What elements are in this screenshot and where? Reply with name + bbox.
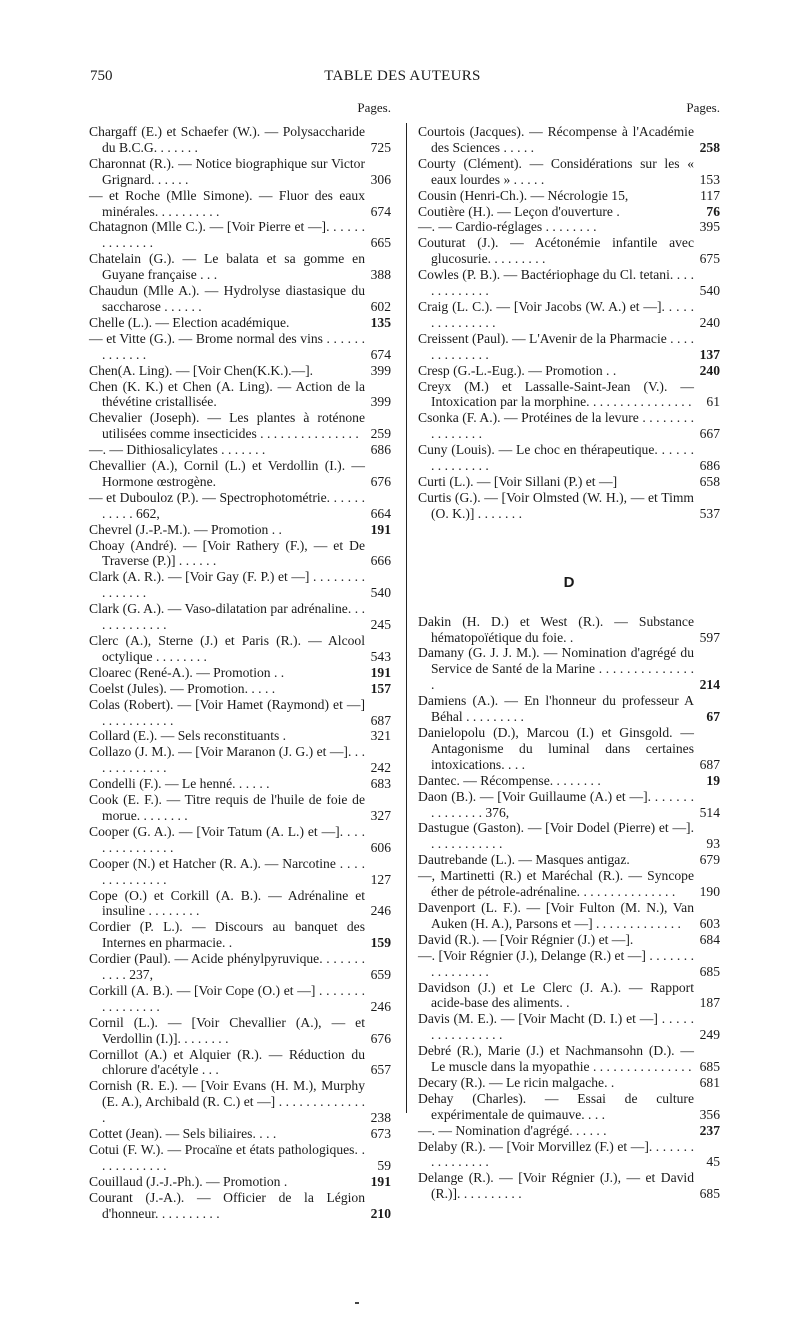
page-reference: 327 [370, 807, 391, 823]
index-entry [418, 474, 720, 490]
entry-text: Curtis (G.). — [Voir Olmsted (W. H.), — et Timm (O. K.)] . . . . . . . [418, 489, 694, 521]
entry-text: Couturat (J.). — Acétonémie infantile avec glucosurie. . . . . . . . . [418, 235, 694, 267]
entry-text: —. — Dithiosalicylates . . . . . . . [89, 442, 266, 458]
page-reference: 674 [370, 203, 391, 219]
index-entry [89, 665, 391, 681]
pages-label: Pages. [686, 100, 720, 115]
index-entry [418, 331, 720, 363]
page-reference: 687 [370, 712, 391, 728]
page-reference: 676 [370, 1030, 391, 1046]
index-entry [418, 868, 720, 900]
entry-text: Charonnat (R.). — Notice biographique sur Victor Grignard. . . . . . [89, 155, 365, 187]
page-reference: 59 [377, 1157, 391, 1173]
page-reference: 356 [699, 1106, 720, 1122]
index-entry [418, 900, 720, 932]
index-entry [89, 442, 391, 458]
index-entry [89, 681, 391, 697]
entry-text: Creissent (Paul). — L'Avenir de la Pharmacie . . . . . . . . . . . . . [418, 330, 694, 362]
index-entry [89, 983, 391, 1015]
page-reference: 686 [370, 442, 391, 458]
page-reference: 399 [370, 394, 391, 410]
index-entry [89, 538, 391, 570]
page-reference: 237 [699, 1122, 720, 1138]
index-entry [89, 824, 391, 856]
entry-text: Coelst (Jules). — Promotion. . . . . [89, 680, 276, 696]
entry-text: Cottet (Jean). — Sels biliaires. . . . [89, 1126, 277, 1142]
page-reference: 210 [370, 1205, 391, 1221]
page-reference: 685 [699, 1059, 720, 1075]
index-entry [418, 1091, 720, 1123]
page-reference: 127 [370, 871, 391, 887]
page-reference: 190 [699, 884, 720, 900]
page-reference: 238 [370, 1110, 391, 1126]
entry-text: Cordier (P. L.). — Discours au banquet des Internes en pharmacie. . [89, 919, 365, 951]
entry-text: Cuny (Louis). — Le choc en thérapeutique. . . . . . . . . . . . . . . [418, 442, 694, 474]
entry-text: Chevalier (Joseph). — Les plantes à roténone utilisées comme insecticides . . . . . . . . . . . . . . . [89, 410, 365, 442]
page-reference: 687 [699, 756, 720, 772]
column-divider [406, 123, 407, 1113]
running-title: TABLE DES AUTEURS [324, 68, 481, 84]
entry-text: Choay (André). — [Voir Rathery (F.), — et De Traverse (P.)] . . . . . . [89, 537, 365, 569]
entry-text: Clerc (A.), Sterne (J.) et Paris (R.). — Alcool octylique . . . . . . . . [89, 633, 365, 664]
page-reference: 659 [370, 967, 391, 983]
index-entry [89, 776, 391, 792]
entry-text: Courant (J.-A.). — Officier de la Légion d'honneur. . . . . . . . . . [89, 1189, 365, 1221]
entry-text: Cloarec (René-A.). — Promotion . . [89, 664, 285, 680]
entry-text: Chen(A. Ling). — [Voir Chen(K.K.).—]. [89, 362, 314, 378]
entry-text: Dehay (Charles). — Essai de culture expérimentale de quimauve. . . . [418, 1090, 694, 1122]
index-entry [89, 1078, 391, 1126]
index-entry [89, 728, 391, 744]
entry-text: Delaby (R.). — [Voir Morvillez (F.) et —]. . . . . . . . . . . . . . . . [418, 1138, 694, 1170]
page-reference: 597 [699, 629, 720, 645]
entry-text: David (R.). — [Voir Régnier (J.) et —]. [418, 931, 634, 947]
index-entry [89, 331, 391, 363]
entry-text: Debré (R.), Marie (J.) et Nachmansohn (D.). — Le muscle dans la myopathie . . . . . . . . . . . . . . . [418, 1043, 694, 1075]
page-reference: 684 [699, 931, 720, 947]
entry-text: Chaudun (Mlle A.). — Hydrolyse diastasique du saccharose . . . . . . [89, 283, 365, 314]
page-reference: 240 [699, 362, 720, 378]
page-reference: 61 [706, 394, 720, 410]
page-reference: 187 [699, 995, 720, 1011]
entry-text: —, Martinetti (R.) et Maréchal (R.). — Syncope éther de pétrole-adrénaline. . . . . . . . . . . . . . . [418, 868, 694, 900]
page-reference: 657 [370, 1062, 391, 1078]
page-reference: 543 [370, 648, 391, 664]
index-entry [89, 633, 391, 665]
entry-text: Damany (G. J. J. M.). — Nomination d'agrégé du Service de Santé de la Marine . . . . . . . . . . . . . . . [418, 645, 694, 693]
index-entry [89, 283, 391, 315]
entry-list [89, 124, 391, 1222]
index-entry [89, 522, 391, 538]
index-entry [89, 856, 391, 888]
page-reference: 240 [699, 314, 720, 330]
index-entry [418, 932, 720, 948]
index-entry [89, 156, 391, 188]
page-reference: 681 [699, 1074, 720, 1090]
index-entry [418, 948, 720, 980]
index-entry [89, 601, 391, 633]
index-entry [418, 820, 720, 852]
entry-text: Cook (E. F.). — Titre requis de l'huile de foie de morue. . . . . . . . [89, 792, 365, 823]
entry-text: — et Vitte (G.). — Brome normal des vins . . . . . . . . . . . . . [89, 330, 365, 362]
index-entry [418, 645, 720, 693]
entry-text: Cornish (R. E.). — [Voir Evans (H. M.), Murphy (E. A.), Archibald (R. C.) et —] . . . . . . . . . . . . . . [89, 1078, 365, 1126]
entry-text: Clark (G. A.). — Vaso-dilatation par adrénaline. . . . . . . . . . . . . [89, 601, 365, 633]
index-entry [89, 1190, 391, 1222]
index-entry [89, 888, 391, 920]
page-reference: 685 [699, 1186, 720, 1202]
page-reference: 673 [370, 1126, 391, 1142]
index-entry [89, 458, 391, 490]
index-entry [418, 299, 720, 331]
index-entry [418, 1139, 720, 1171]
index-entry [418, 980, 720, 1012]
page-reference: 603 [699, 915, 720, 931]
entry-text: —. — Cardio-réglages . . . . . . . . [418, 219, 597, 235]
index-entry [89, 379, 391, 411]
page-reference: 725 [370, 139, 391, 155]
entry-text: Cornil (L.). — [Voir Chevallier (A.), — et Verdollin (I.)]. . . . . . . . [89, 1014, 365, 1046]
section-letter: D [563, 573, 575, 591]
page-reference: 157 [370, 680, 391, 696]
entry-text: Craig (L. C.). — [Voir Jacobs (W. A.) et —]. . . . . . . . . . . . . . . [418, 298, 694, 330]
entry-text: Chen (K. K.) et Chen (A. Ling). — Action de la thévétine cristallisée. [89, 378, 365, 410]
entry-text: Cope (O.) et Corkill (A. B.). — Adrénaline et insuline . . . . . . . . [89, 887, 365, 919]
entry-text: Cooper (G. A.). — [Voir Tatum (A. L.) et —]. . . . . . . . . . . . . . . [89, 823, 365, 855]
page-reference: 514 [699, 804, 720, 820]
page-reference: 191 [370, 664, 391, 680]
entry-text: Damiens (A.). — En l'honneur du professeur A Béhal . . . . . . . . . [418, 693, 694, 725]
index-entry [89, 219, 391, 251]
index-entry [89, 188, 391, 220]
entry-text: Courty (Clément). — Considérations sur les « eaux lourdes » . . . . . [418, 155, 694, 187]
entry-text: Condelli (F.). — Le henné. . . . . . [89, 776, 270, 792]
index-entry [418, 188, 720, 204]
entry-text: Davis (M. E.). — [Voir Macht (D. I.) et —] . . . . . . . . . . . . . . . . [418, 1011, 694, 1043]
page-reference: 153 [699, 171, 720, 187]
entry-text: Daon (B.). — [Voir Guillaume (A.) et —]. . . . . . . . . . . . . . . 376, [418, 788, 694, 820]
index-entry [418, 725, 720, 773]
index-entry [418, 1011, 720, 1043]
page-reference: 67 [706, 709, 720, 725]
page-reference: 45 [706, 1154, 720, 1170]
footer-mark [355, 1302, 359, 1304]
entry-text: Dastugue (Gaston). — [Voir Dodel (Pierre) et —]. . . . . . . . . . . . [418, 820, 694, 852]
index-entry [418, 410, 720, 442]
entry-text: Clark (A. R.). — [Voir Gay (F. P.) et —] . . . . . . . . . . . . . . . [89, 569, 365, 601]
index-entry [418, 789, 720, 821]
page-reference: 388 [370, 267, 391, 283]
entry-text: Chelle (L.). — Election académique. [89, 314, 290, 330]
index-entry [418, 1123, 720, 1139]
page-reference: 537 [699, 505, 720, 521]
entry-text: Chevallier (A.), Cornil (L.) et Verdollin (I.). — Hormone œstrogène. [89, 458, 365, 489]
entry-text: Coutière (H.). — Leçon d'ouverture . [418, 203, 620, 219]
index-entry [89, 792, 391, 824]
entry-text: Davenport (L. F.). — [Voir Fulton (M. N.), Van Auken (H. A.), Parsons et —] . . . . . . . . . . . . . [418, 899, 694, 931]
page-reference: 674 [370, 346, 391, 362]
entry-text: Cowles (P. B.). — Bactériophage du Cl. tetani. . . . . . . . . . . . . [418, 267, 694, 299]
page-reference: 540 [370, 585, 391, 601]
index-entry [418, 852, 720, 868]
index-entry [418, 1170, 720, 1202]
page-reference: 191 [370, 1173, 391, 1189]
page-reference: 683 [370, 776, 391, 792]
right-column [418, 100, 720, 1202]
entry-text: Cousin (Henri-Ch.). — Nécrologie 15, [418, 187, 629, 203]
page-reference: 76 [706, 203, 720, 219]
page-reference: 602 [370, 298, 391, 314]
index-entry [418, 1075, 720, 1091]
entry-text: Creyx (M.) et Lassalle-Saint-Jean (V.). — Intoxication par la morphine. . . . . . . . . . . . . . . . [418, 378, 694, 410]
page-reference: 665 [370, 235, 391, 251]
page-reference: 135 [370, 314, 391, 330]
index-entry [89, 1126, 391, 1142]
page-reference: 606 [370, 839, 391, 855]
entry-text: Collard (E.). — Sels reconstituants . [89, 728, 287, 744]
page-reference: 259 [370, 426, 391, 442]
entry-text: Chatagnon (Mlle C.). — [Voir Pierre et —]. . . . . . . . . . . . . . [89, 219, 365, 251]
index-entry [418, 442, 720, 474]
entry-text: Dautrebande (L.). — Masques antigaz. [418, 852, 630, 868]
index-entry [418, 1043, 720, 1075]
entry-text: Decary (R.). — Le ricin malgache. . [418, 1074, 615, 1090]
index-entry [89, 410, 391, 442]
index-entry [418, 235, 720, 267]
page-reference: 540 [699, 283, 720, 299]
entry-text: Delange (R.). — [Voir Régnier (J.), — et David (R.)]. . . . . . . . . . [418, 1170, 694, 1202]
entry-text: Chevrel (J.-P.-M.). — Promotion . . [89, 521, 282, 537]
entry-text: —. — Nomination d'agrégé. . . . . . [418, 1122, 607, 1138]
entry-text: Cresp (G.-L.-Eug.). — Promotion . . [418, 362, 617, 378]
index-entry [89, 363, 391, 379]
index-entry [89, 1015, 391, 1047]
page-reference: 19 [706, 772, 720, 788]
entry-text: Curti (L.). — [Voir Sillani (P.) et —] [418, 473, 618, 489]
page-reference: 686 [699, 458, 720, 474]
index-entry [418, 693, 720, 725]
page-reference: 246 [370, 998, 391, 1014]
index-entry [418, 614, 720, 646]
index-entry [418, 490, 720, 522]
index-entry [89, 315, 391, 331]
index-entry [418, 124, 720, 156]
index-entry [89, 697, 391, 729]
entry-text: Cordier (Paul). — Acide phénylpyruvique. . . . . . . . . . . 237, [89, 951, 365, 983]
index-entry [89, 1047, 391, 1079]
page-reference: 306 [370, 171, 391, 187]
entry-text: Csonka (F. A.). — Protéines de la levure . . . . . . . . . . . . . . . . [418, 410, 694, 442]
entry-text: Chatelain (G.). — Le balata et sa gomme en Guyane française . . . [89, 251, 365, 283]
page-reference: 245 [370, 617, 391, 633]
index-entry [418, 156, 720, 188]
entry-text: Davidson (J.) et Le Clerc (J. A.). — Rapport acide-base des aliments. . [418, 979, 694, 1011]
page-reference: 666 [370, 553, 391, 569]
index-entry [89, 569, 391, 601]
index-entry [418, 219, 720, 235]
entry-text: Chargaff (E.) et Schaefer (W.). — Polysaccharide du B.C.G. . . . . . . [89, 124, 365, 155]
index-entry [418, 267, 720, 299]
page-reference: 242 [370, 760, 391, 776]
index-entry [89, 1142, 391, 1174]
index-entry [89, 1174, 391, 1190]
entry-text: Cooper (N.) et Hatcher (R. A.). — Narcotine . . . . . . . . . . . . . . [89, 855, 365, 887]
index-entry [418, 204, 720, 220]
page-reference: 137 [699, 346, 720, 362]
page-reference: 214 [699, 677, 720, 693]
entry-text: —. [Voir Régnier (J.), Delange (R.) et —] . . . . . . . . . . . . . . . . [418, 947, 694, 979]
entry-text: Courtois (Jacques). — Récompense à l'Académie des Sciences . . . . . [418, 124, 694, 155]
entry-text: — et Roche (Mlle Simone). — Fluor des eaux minérales. . . . . . . . . . [89, 187, 365, 219]
page-reference: 249 [699, 1027, 720, 1043]
entry-text: Colas (Robert). — [Voir Hamet (Raymond) et —] . . . . . . . . . . . [89, 696, 365, 728]
entry-text: Cornillot (A.) et Alquier (R.). — Réduction du chlorure d'acétyle . . . [89, 1046, 365, 1078]
page-reference: 321 [370, 728, 391, 744]
index-entry [418, 773, 720, 789]
entry-list [418, 124, 720, 522]
page-reference: 658 [699, 473, 720, 489]
page-reference: 246 [370, 903, 391, 919]
page-reference: 117 [700, 187, 720, 203]
index-entry [89, 919, 391, 951]
index-entry [418, 379, 720, 411]
page-reference: 93 [706, 836, 720, 852]
page-reference: 664 [370, 505, 391, 521]
page-reference: 258 [699, 139, 720, 155]
index-entry [89, 951, 391, 983]
page-reference: 191 [370, 521, 391, 537]
entry-text: — et Dubouloz (P.). — Spectrophotométrie. . . . . . . . . . . 662, [89, 489, 365, 521]
index-entry [418, 363, 720, 379]
page-reference: 676 [370, 473, 391, 489]
page-reference: 667 [699, 426, 720, 442]
index-entry [89, 124, 391, 156]
page-number: 750 [90, 68, 113, 84]
entry-text: Collazo (J. M.). — [Voir Maranon (J. G.) et —]. . . . . . . . . . . . . [89, 744, 365, 776]
index-entry [89, 744, 391, 776]
page-reference: 679 [699, 852, 720, 868]
entry-text: Dantec. — Récompense. . . . . . . . [418, 772, 601, 788]
page-reference: 159 [370, 935, 391, 951]
page-reference: 675 [699, 251, 720, 267]
page-reference: 395 [699, 219, 720, 235]
entry-list [418, 614, 720, 1203]
entry-text: Couillaud (J.-J.-Ph.). — Promotion . [89, 1173, 288, 1189]
entry-text: Corkill (A. B.). — [Voir Cope (O.) et —] . . . . . . . . . . . . . . . . [89, 982, 365, 1014]
left-column [89, 100, 391, 1222]
index-entry [89, 490, 391, 522]
page-reference: 685 [699, 963, 720, 979]
pages-label: Pages. [357, 100, 391, 115]
entry-text: Danielopolu (D.), Marcou (I.) et Ginsgold. — Antagonisme du luminal dans certaines intoxications. . . . [418, 725, 694, 772]
index-entry [89, 251, 391, 283]
page-reference: 399 [370, 362, 391, 378]
entry-text: Cotui (F. W.). — Procaïne et états pathologiques. . . . . . . . . . . . [89, 1142, 365, 1173]
page-header [90, 68, 715, 90]
entry-text: Dakin (H. D.) et West (R.). — Substance hématopoïétique du foie. . [418, 613, 694, 645]
